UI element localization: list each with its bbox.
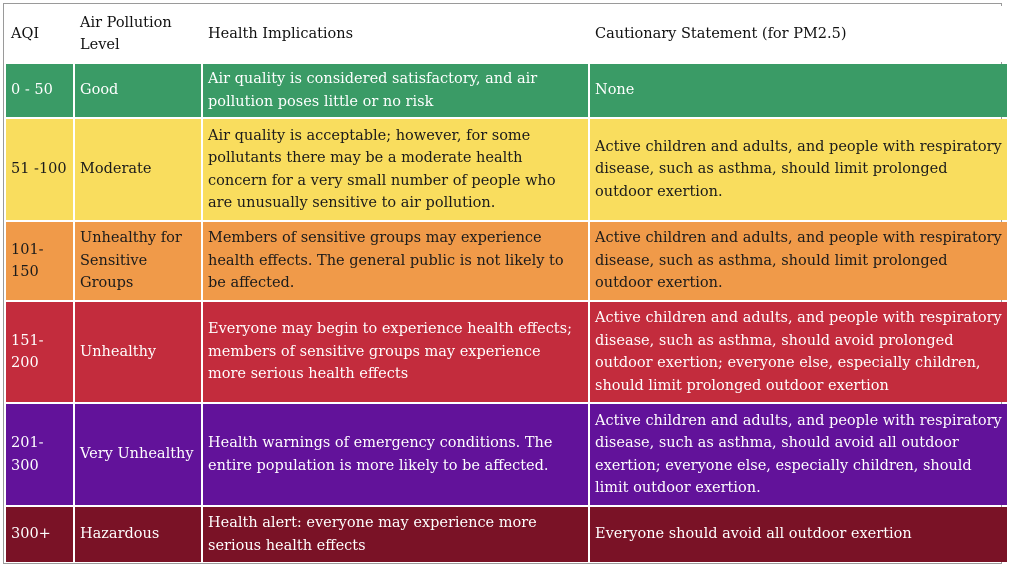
header-health: Health Implications [203, 6, 588, 62]
cell-level: Good [75, 64, 201, 117]
aqi-table [4, 4, 1009, 564]
cell-health: Health alert: everyone may experience more serious health effects [203, 507, 588, 562]
table-row-unhealthy-sensitive [6, 222, 1007, 300]
header-caution: Cautionary Statement (for PM2.5) [590, 6, 1007, 62]
table-row-moderate [6, 119, 1007, 220]
cell-aqi: 201-300 [6, 404, 73, 505]
table-row-unhealthy [6, 302, 1007, 402]
cell-caution: Active children and adults, and people with respiratory disease, such as asthma, should limit prolonged outdoor exertion. [590, 222, 1007, 300]
cell-caution: None [590, 64, 1007, 117]
cell-aqi: 300+ [6, 507, 73, 562]
header-level: Air Pollution Level [75, 6, 201, 62]
cell-level: Very Unhealthy [75, 404, 201, 505]
table-row-very-unhealthy [6, 404, 1007, 505]
header-aqi: AQI [6, 6, 73, 62]
cell-level: Unhealthy for Sensitive Groups [75, 222, 201, 300]
cell-health: Air quality is acceptable; however, for some pollutants there may be a moderate health concern for a very small number of people who are unusually sensitive to air pollution. [203, 119, 588, 220]
cell-caution: Everyone should avoid all outdoor exertion [590, 507, 1007, 562]
cell-aqi: 101-150 [6, 222, 73, 300]
cell-level: Unhealthy [75, 302, 201, 402]
cell-aqi: 51 -100 [6, 119, 73, 220]
cell-health: Air quality is considered satisfactory, and air pollution poses little or no risk [203, 64, 588, 117]
cell-caution: Active children and adults, and people with respiratory disease, such as asthma, should avoid all outdoor exertion; everyone else, especially children, should limit outdoor exertion. [590, 404, 1007, 505]
table-header-row [6, 6, 1007, 62]
cell-health: Health warnings of emergency conditions. The entire population is more likely to be affected. [203, 404, 588, 505]
cell-health: Members of sensitive groups may experience health effects. The general public is not likely to be affected. [203, 222, 588, 300]
cell-level: Hazardous [75, 507, 201, 562]
cell-caution: Active children and adults, and people with respiratory disease, such as asthma, should limit prolonged outdoor exertion. [590, 119, 1007, 220]
cell-aqi: 151-200 [6, 302, 73, 402]
table-row-good [6, 64, 1007, 117]
cell-aqi: 0 - 50 [6, 64, 73, 117]
cell-caution: Active children and adults, and people with respiratory disease, such as asthma, should avoid prolonged outdoor exertion; everyone else, especially children, should limit prolonged outdoor exertion [590, 302, 1007, 402]
table-row-hazardous [6, 507, 1007, 562]
cell-health: Everyone may begin to experience health effects; members of sensitive groups may experience more serious health effects [203, 302, 588, 402]
cell-level: Moderate [75, 119, 201, 220]
